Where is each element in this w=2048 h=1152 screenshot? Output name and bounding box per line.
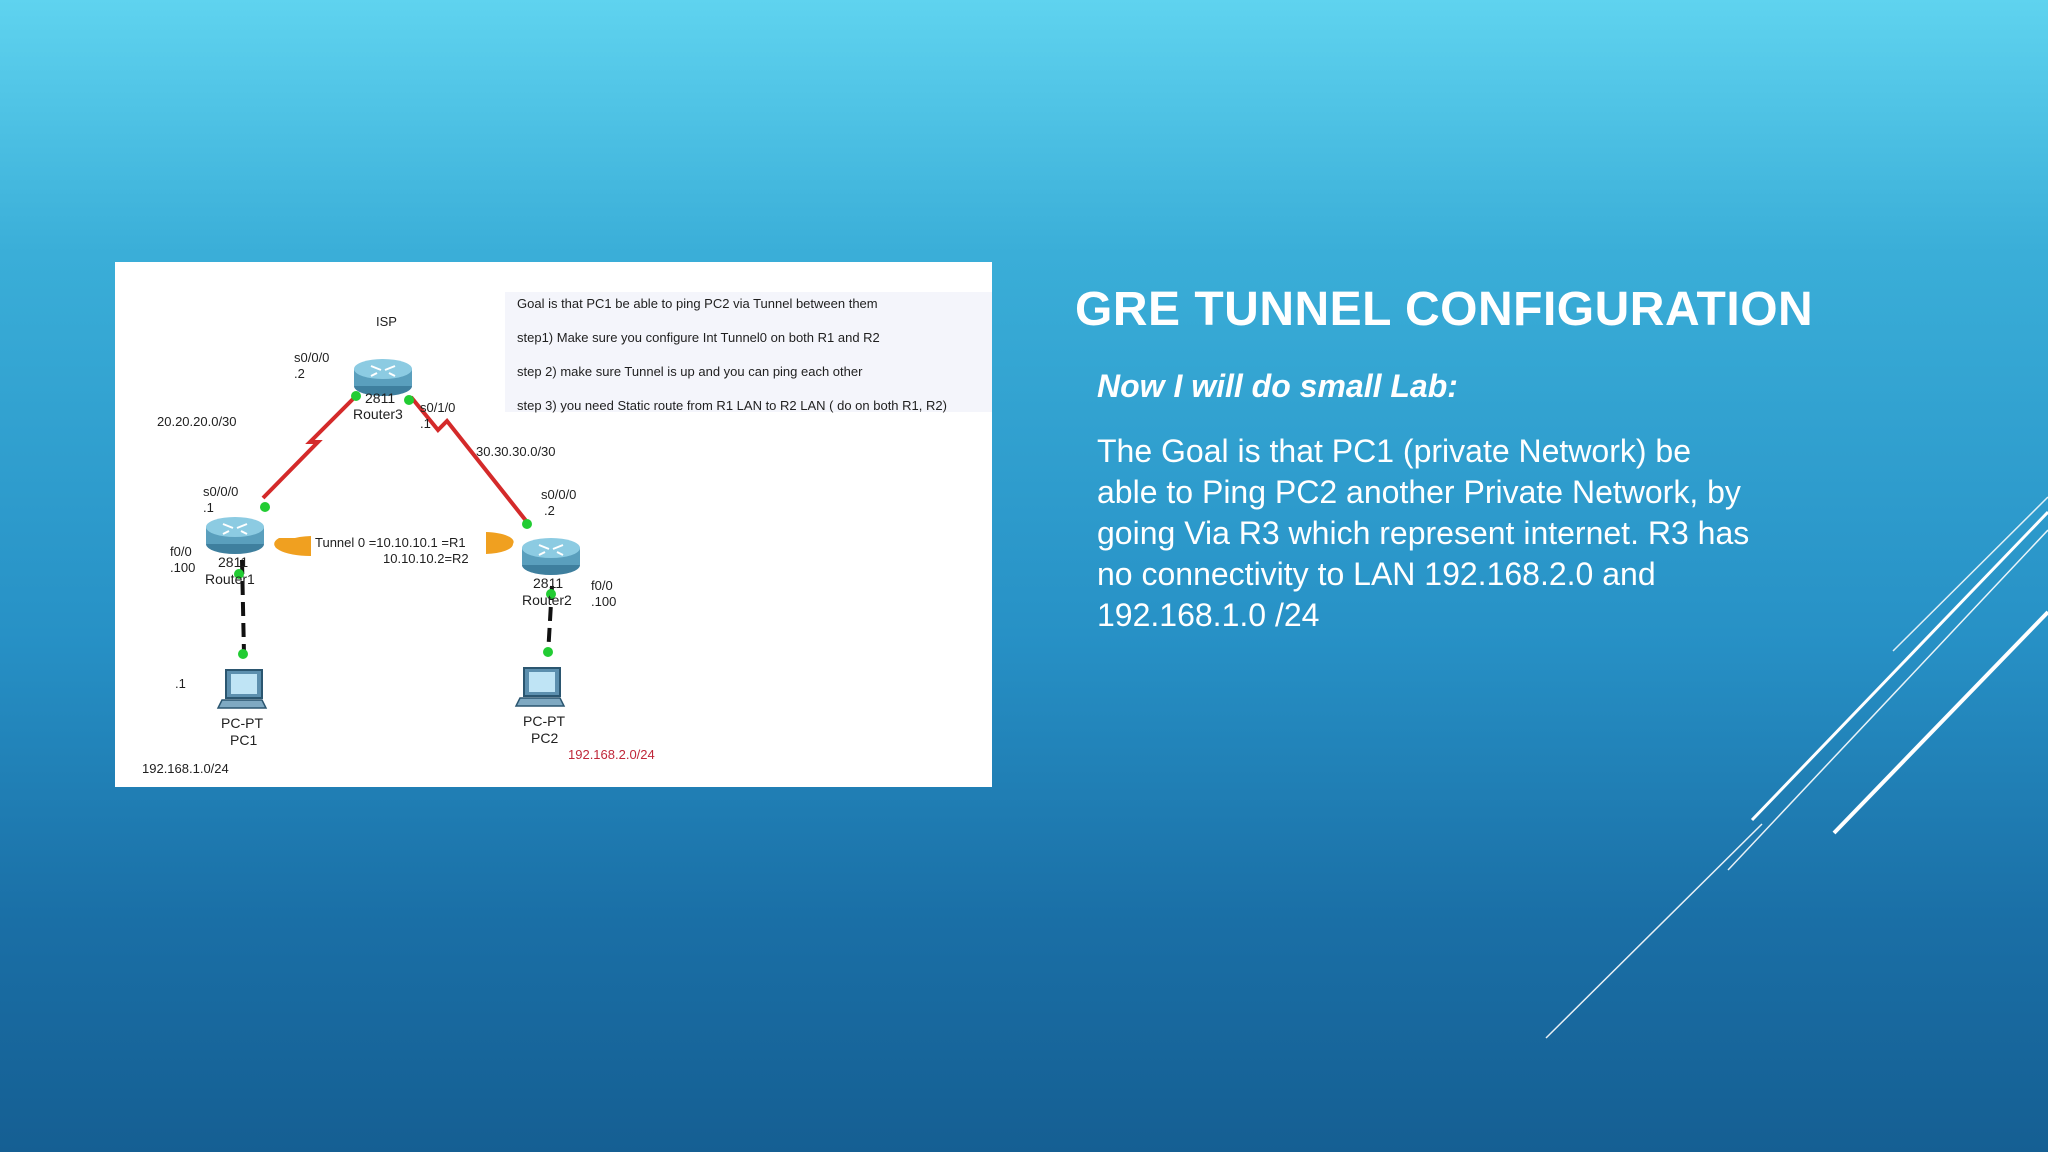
- network-diagram: [115, 262, 992, 787]
- body-line: able to Ping PC2 another Private Network, by: [1097, 474, 1741, 510]
- r1-if-lan: f0/0: [170, 544, 192, 559]
- r1-if-lan-ip: .100: [170, 560, 196, 575]
- note-goal: Goal is that PC1 be able to ping PC2 via Tunnel between them: [517, 296, 878, 311]
- slide-title: GRE TUNNEL CONFIGURATION: [1075, 283, 1814, 336]
- pc2-icon: [516, 668, 564, 706]
- r1-if-wan-ip: .1: [203, 500, 214, 515]
- tunnel-end-right: [486, 532, 514, 554]
- slide-subtitle: Now I will do small Lab:: [1097, 368, 1458, 404]
- pc1-icon: [218, 670, 266, 708]
- r2-if-lan: f0/0: [591, 578, 613, 593]
- body-line: 192.168.1.0 /24: [1097, 597, 1320, 633]
- pc2-lan: 192.168.2.0/24: [568, 747, 655, 762]
- r3-if-left: s0/0/0: [294, 350, 330, 365]
- router1-icon: [206, 517, 264, 554]
- r1-if-wan: s0/0/0: [203, 484, 239, 499]
- r3-model: 2811: [365, 390, 396, 406]
- r2-model: 2811: [533, 575, 564, 591]
- r2-if-wan: s0/0/0: [541, 487, 577, 502]
- net-right-label: 30.30.30.0/30: [476, 444, 556, 459]
- note-step3: step 3) you need Static route from R1 LAN to R2 LAN ( do on both R1, R2): [517, 398, 947, 413]
- net-left-label: 20.20.20.0/30: [157, 414, 237, 429]
- r2-name: Router2: [522, 592, 572, 608]
- router2-icon: [522, 538, 580, 575]
- body-line: The Goal is that PC1 (private Network) be: [1097, 433, 1692, 469]
- isp-label: ISP: [376, 314, 397, 329]
- pc2-name: PC2: [531, 730, 559, 746]
- tunnel-end-left-b: [274, 538, 311, 556]
- pc1-lan: 192.168.1.0/24: [142, 761, 229, 776]
- body-line: going Via R3 which represent internet. R3 has: [1097, 515, 1750, 551]
- r2-if-wan-ip: .2: [544, 503, 555, 518]
- r3-name: Router3: [353, 406, 403, 422]
- serial-link-r3-r1: [263, 394, 358, 498]
- r3-if-right: s0/1/0: [420, 400, 456, 415]
- r3-if-right-ip: .1: [420, 416, 431, 431]
- tunnel-label-1: Tunnel 0 =10.10.10.1 =R1: [315, 535, 466, 550]
- note-step2: step 2) make sure Tunnel is up and you can ping each other: [517, 364, 863, 379]
- pc1-ip: .1: [175, 676, 186, 691]
- r1-model: 2811: [218, 554, 249, 570]
- body-line: no connectivity to LAN 192.168.2.0 and: [1097, 556, 1656, 592]
- r2-if-lan-ip: .100: [591, 594, 617, 609]
- r3-if-left-ip: .2: [294, 366, 305, 381]
- pc1-type: PC-PT: [221, 715, 263, 731]
- pc2-type: PC-PT: [523, 713, 565, 729]
- pc1-name: PC1: [230, 732, 258, 748]
- port-lights: [234, 391, 556, 659]
- note-step1: step1) Make sure you configure Int Tunnel0 on both R1 and R2: [517, 330, 880, 345]
- r1-name: Router1: [205, 571, 255, 587]
- slide-body: [1097, 431, 1817, 636]
- tunnel-label-2: 10.10.10.2=R2: [383, 551, 469, 566]
